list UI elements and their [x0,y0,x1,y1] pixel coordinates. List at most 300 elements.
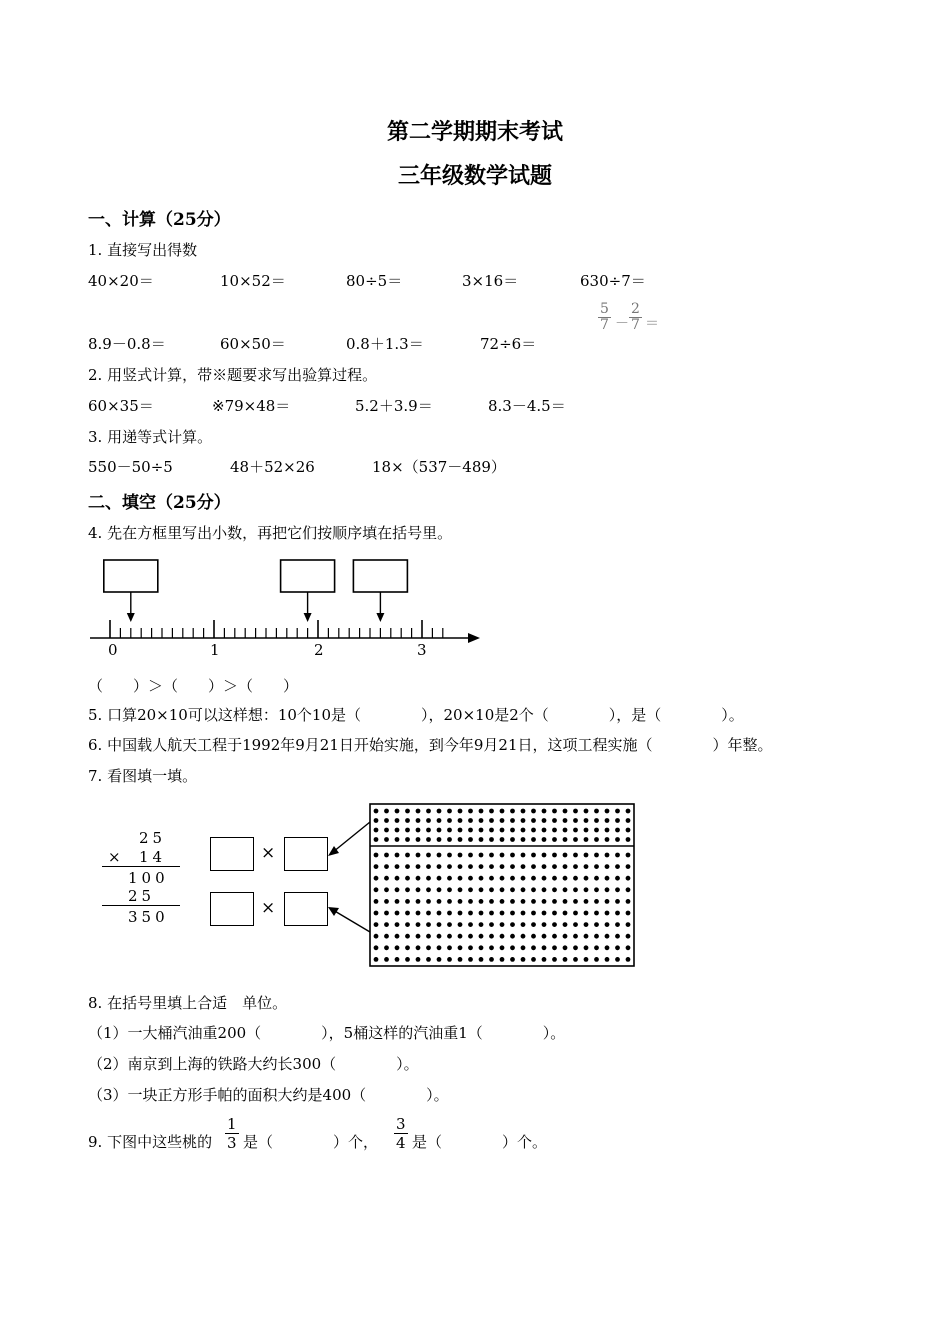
dot [458,818,463,823]
dot [500,957,505,962]
dot [594,945,599,950]
q2-item: 5.2＋3.9＝ [355,397,433,415]
dot [594,818,599,823]
dot [447,922,452,927]
dot [416,911,421,916]
dot [615,887,620,892]
dot [405,818,410,823]
dot [426,922,431,927]
dot [395,922,400,927]
dot [573,945,578,950]
dot [573,887,578,892]
q8-item: （1）一大桶汽油重200（ ），5桶这样的汽油重1（ ）。 [88,1024,566,1042]
dot [563,934,568,939]
dot [479,818,484,823]
tick-label: 0 [108,641,118,659]
dot [510,837,515,842]
dot [384,899,389,904]
dot [384,922,389,927]
dot [426,934,431,939]
dot [426,828,431,833]
dot [552,957,557,962]
dot [626,818,631,823]
dot [615,957,620,962]
dot [573,837,578,842]
dot [489,922,494,927]
fraction-equals: ＝ [645,316,659,332]
dot [468,887,473,892]
dot [594,809,599,814]
dot [374,957,379,962]
dot [542,818,547,823]
dot [510,876,515,881]
q9-mid: 是（ ）个， [243,1133,379,1151]
dot [458,837,463,842]
dot [479,957,484,962]
dot [447,911,452,916]
dot [458,853,463,858]
dot [626,809,631,814]
dot [605,853,610,858]
dot [458,911,463,916]
dot [552,837,557,842]
dot [584,911,589,916]
fraction-minus: － [615,316,629,332]
dot [521,828,526,833]
dot [521,818,526,823]
dot [573,864,578,869]
dot [489,864,494,869]
dot [384,876,389,881]
dot [510,887,515,892]
vertical-rule [102,905,180,906]
tick-label: 3 [417,641,427,659]
dot [521,887,526,892]
dot [447,828,452,833]
dot [542,945,547,950]
dot [416,899,421,904]
dot [615,876,620,881]
dot [594,899,599,904]
dot [468,818,473,823]
dot [573,899,578,904]
dot [500,818,505,823]
dot [573,809,578,814]
dot [510,809,515,814]
dot [605,922,610,927]
dot [594,853,599,858]
dot [605,818,610,823]
q4-label: 4. 先在方框里写出小数，再把它们按顺序填在括号里。 [88,524,453,542]
dot [626,957,631,962]
vertical-product: 350 [128,908,169,926]
dot [615,837,620,842]
arrowhead [328,907,339,916]
dot [626,828,631,833]
dot [584,809,589,814]
dot [626,934,631,939]
dot [615,864,620,869]
dot [395,911,400,916]
dot [405,945,410,950]
dot [395,934,400,939]
q5-text: 5. 口算20×10可以这样想：10个10是（ ），20×10是2个（ ），是（ ）。 [88,706,744,724]
dot [374,818,379,823]
dot [531,853,536,858]
fraction-numerator: 2 [631,301,640,317]
dot [573,818,578,823]
dot [468,837,473,842]
dot [615,853,620,858]
dot [447,945,452,950]
dot [563,818,568,823]
dot [542,911,547,916]
dot [395,957,400,962]
dot [374,837,379,842]
dot [426,887,431,892]
dot [584,876,589,881]
pointer-arrowhead [304,613,312,622]
arrowhead [328,846,339,856]
dot [510,945,515,950]
dot [458,957,463,962]
dot [605,945,610,950]
dot [489,853,494,858]
dot [374,934,379,939]
q8-label: 8. 在括号里填上合适 单位。 [88,994,288,1012]
dot [468,911,473,916]
dot [437,922,442,927]
dot [510,853,515,858]
dot [468,899,473,904]
dot [521,945,526,950]
dot [531,899,536,904]
dot [374,887,379,892]
dot [605,837,610,842]
dot [416,818,421,823]
dot [416,876,421,881]
dot [426,957,431,962]
dot [542,922,547,927]
fraction-denominator: 7 [631,317,640,333]
dot [563,911,568,916]
dot [605,809,610,814]
dot [552,818,557,823]
dot [489,899,494,904]
dot [584,864,589,869]
vertical-partial-product: 25 [128,887,156,905]
dot [437,864,442,869]
dot [563,828,568,833]
dot [384,818,389,823]
dot [542,934,547,939]
dot [489,945,494,950]
dot [563,922,568,927]
dot [479,899,484,904]
dot [626,853,631,858]
dot [500,828,505,833]
dot [531,945,536,950]
dot [458,899,463,904]
dot [521,809,526,814]
dot [426,853,431,858]
dot [552,945,557,950]
dot [447,934,452,939]
dot [500,887,505,892]
dot [563,876,568,881]
dot [374,922,379,927]
dot [500,809,505,814]
dot [416,809,421,814]
dot [489,876,494,881]
dot [521,922,526,927]
dot [615,818,620,823]
dot [405,853,410,858]
dot [374,899,379,904]
dot [531,864,536,869]
answer-box[interactable] [210,837,254,871]
dot [521,853,526,858]
dot [426,864,431,869]
q2-label: 2. 用竖式计算，带※题要求写出验算过程。 [88,366,378,384]
pointer-arrowhead [127,613,135,622]
dot [584,853,589,858]
dot [489,934,494,939]
dot [573,828,578,833]
q9-prefix: 9. 下图中这些桃的 [88,1133,213,1151]
q1-item: 10×52＝ [220,272,286,290]
dot [563,899,568,904]
arrow-line [333,910,370,932]
q2-item: 60×35＝ [88,397,154,415]
dot [500,876,505,881]
dot [594,922,599,927]
dot [437,899,442,904]
dot [447,809,452,814]
dot [626,922,631,927]
dot [447,853,452,858]
dot [584,887,589,892]
dot [458,934,463,939]
dot [416,828,421,833]
dot [416,864,421,869]
dot [500,899,505,904]
q3-item: 48＋52×26 [230,458,315,476]
dot [531,911,536,916]
dot [384,934,389,939]
tick-label: 1 [210,641,220,659]
q1-item: 8.9－0.8＝ [88,335,166,353]
dot [416,922,421,927]
dot [395,809,400,814]
answer-box[interactable] [284,837,328,871]
dot [552,922,557,927]
dot [395,899,400,904]
dot [521,957,526,962]
dot [626,887,631,892]
dot [405,876,410,881]
fraction-one-third [225,1115,239,1152]
dot [437,957,442,962]
dot [437,853,442,858]
fraction-denominator: 7 [600,317,609,333]
dot [384,809,389,814]
dot [552,887,557,892]
vertical-times-sign: × [108,848,125,866]
pointer-arrowhead [376,613,384,622]
dot [426,837,431,842]
dot [458,828,463,833]
dot [479,828,484,833]
dot [552,911,557,916]
dot [405,887,410,892]
q4-order-line: （ ）＞（ ）＞（ ） [88,677,299,695]
dot [531,876,536,881]
dot [573,853,578,858]
q6-text: 6. 中国载人航天工程于1992年9月21日开始实施，到今年9月21日，这项工程实施（ ）年整。 [88,736,773,754]
dot [437,809,442,814]
dot [573,911,578,916]
q2-item: 8.3－4.5＝ [488,397,566,415]
dot [384,837,389,842]
dot [489,837,494,842]
dot [531,837,536,842]
dot [615,922,620,927]
dot [437,887,442,892]
dot [458,876,463,881]
dot [615,934,620,939]
dot [500,945,505,950]
dot [384,853,389,858]
dot [594,828,599,833]
dot [479,922,484,927]
dot [437,911,442,916]
dot [395,876,400,881]
dot [510,957,515,962]
dot [500,934,505,939]
dot [531,828,536,833]
dot [437,818,442,823]
dot [405,922,410,927]
section-2-heading: 二、填空（25分） [88,493,231,513]
dot [479,934,484,939]
dot [510,922,515,927]
dot [521,899,526,904]
dot [542,853,547,858]
dot [605,911,610,916]
answer-box [281,560,335,592]
fraction-two-sevenths [629,302,642,333]
times-sign: × [261,843,276,863]
exam-title: 第二学期期末考试 [386,119,563,145]
dot [405,809,410,814]
dot [479,809,484,814]
dot [437,876,442,881]
dot [552,809,557,814]
dot [479,876,484,881]
q8-item: （2）南京到上海的铁路大约长300（ ）。 [88,1055,419,1073]
dot [405,837,410,842]
dot [468,957,473,962]
dot [395,828,400,833]
dot [573,922,578,927]
answer-box [104,560,158,592]
dot [426,809,431,814]
dot [615,899,620,904]
dot [605,876,610,881]
dot [416,853,421,858]
dot [500,922,505,927]
dot [479,911,484,916]
dot [447,876,452,881]
tick-label: 2 [314,641,324,659]
dot [605,934,610,939]
dot [510,864,515,869]
dot [489,828,494,833]
dot [521,864,526,869]
dot [584,899,589,904]
answer-box[interactable] [210,892,254,926]
dot [531,818,536,823]
fraction-numerator: 3 [396,1115,406,1133]
dot [594,837,599,842]
vertical-partial-product: 100 [128,869,169,887]
dot [489,818,494,823]
q2-item: ※79×48＝ [212,397,291,415]
dot [510,911,515,916]
fraction-five-sevenths [598,302,611,333]
vertical-multiplier: 14 [139,848,167,866]
dot [542,887,547,892]
exam-subtitle: 三年级数学试题 [397,163,552,189]
answer-box[interactable] [284,892,328,926]
dot [584,922,589,927]
dot [615,911,620,916]
dot [531,934,536,939]
q1-item: 3×16＝ [462,272,519,290]
dot [531,957,536,962]
number-line [80,552,490,662]
dot [458,945,463,950]
dot [510,818,515,823]
vertical-rule [102,866,180,867]
dot [416,887,421,892]
dot [542,864,547,869]
dot [405,934,410,939]
dot [605,887,610,892]
dot [594,876,599,881]
dot [531,887,536,892]
dot [468,853,473,858]
dot [615,828,620,833]
q1-item: 0.8＋1.3＝ [346,335,424,353]
dot [584,828,589,833]
dot [458,922,463,927]
dot [626,945,631,950]
dot [584,818,589,823]
q9-suffix: 是（ ）个。 [412,1133,548,1151]
dot [468,876,473,881]
dot [542,828,547,833]
dot [384,911,389,916]
dot [605,828,610,833]
dot [458,887,463,892]
dot [605,957,610,962]
q1-item: 80÷5＝ [346,272,403,290]
q7-label: 7. 看图填一填。 [88,767,198,785]
dot [447,887,452,892]
dot [447,864,452,869]
